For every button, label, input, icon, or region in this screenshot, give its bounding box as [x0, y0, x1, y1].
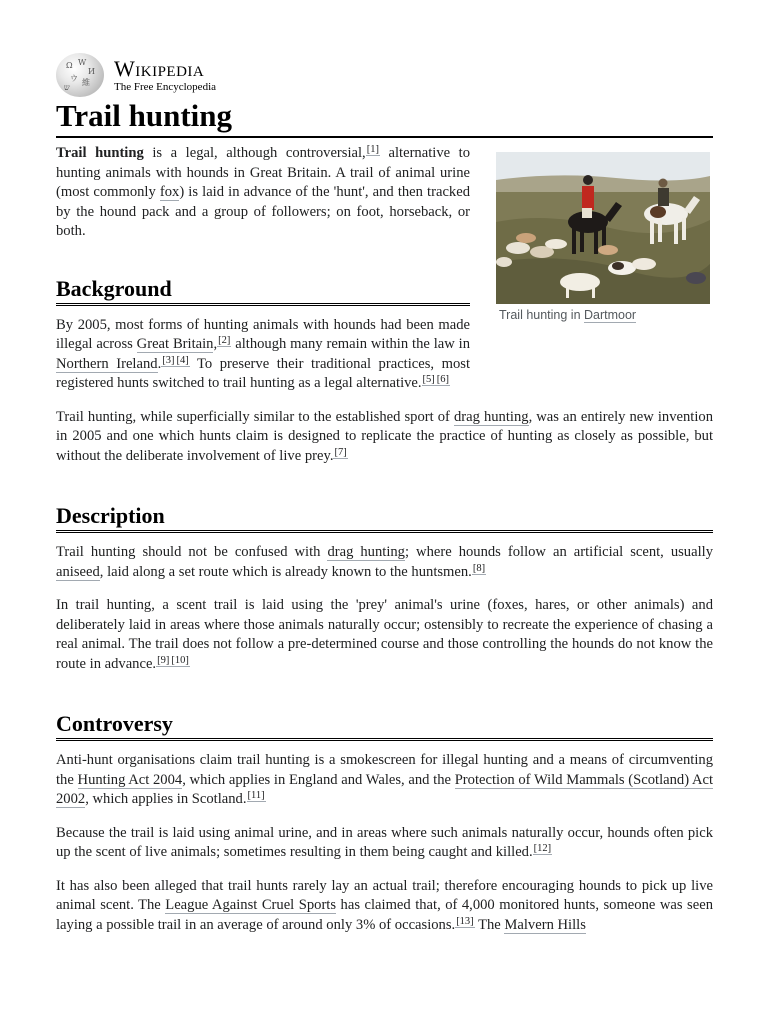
- para-text: , which applies in England and Wales, and the: [182, 771, 455, 788]
- para-text: The: [474, 916, 505, 933]
- description-paragraph-2: [56, 596, 713, 674]
- para-text: , laid along a set route which is already known to the huntsmen.: [99, 563, 472, 580]
- controversy-paragraph-3: [56, 877, 713, 936]
- link-aniseed[interactable]: aniseed: [56, 563, 100, 580]
- intro-text: ) is laid in advance of the 'hunt', and then tracked by the hound pack and a group of followers; on foot, horseback, or both.: [56, 184, 470, 239]
- para-text: although many remain within the law in: [231, 336, 470, 352]
- controversy-paragraph-2: [56, 824, 713, 863]
- intro-text: alternative to hunting animals with hounds in Great Britain. A trail of animal urine (most commonly: [56, 145, 471, 200]
- intro-text: is a legal, although controversial,: [143, 145, 366, 161]
- link-great-britain[interactable]: Great Britain: [136, 336, 214, 352]
- citation-10[interactable]: [10]: [171, 654, 189, 666]
- citation-8[interactable]: [8]: [472, 562, 486, 574]
- link-malvern-hills[interactable]: Malvern Hills: [504, 916, 586, 933]
- para-text: To preserve their traditional practices, most registered hunts switched to trail hunting as a legal alternative.: [56, 355, 470, 391]
- citation-5[interactable]: [5]: [422, 374, 435, 385]
- wikipedia-globe-icon: Ω W И ウ 維 ש: [56, 53, 104, 97]
- intro-bold-title: Trail hunting: [56, 145, 144, 161]
- caption-text: Trail hunting in: [499, 308, 584, 322]
- intro-paragraph: [56, 144, 470, 242]
- citation-4[interactable]: [4]: [176, 354, 189, 366]
- link-league-against-cruel-sports[interactable]: League Against Cruel Sports: [165, 897, 337, 913]
- link-fox[interactable]: fox: [159, 184, 180, 200]
- para-text: It has also been alleged that trail hunts rarely lay an actual trail; therefore encouraging hounds to pick up live animal scent. The: [56, 877, 713, 913]
- controversy-paragraph-1: [56, 751, 713, 810]
- description-paragraph-1: [56, 543, 713, 582]
- figure-caption: [496, 308, 710, 322]
- para-text: Because the trail is laid using animal urine, and in areas where such animals naturally occur, hounds often pick up the scent of live animals; sometimes resulting in them being caught and killed.: [56, 824, 713, 860]
- wordmark: [114, 55, 217, 93]
- citation-1[interactable]: [1]: [366, 144, 379, 155]
- para-text: ; where hounds follow an artificial scent, usually: [404, 544, 713, 560]
- link-hunting-act-2004[interactable]: Hunting Act 2004: [77, 771, 183, 788]
- citation-12[interactable]: [12]: [533, 843, 552, 854]
- para-text: In trail hunting, a scent trail is laid using the 'prey' animal's urine (foxes, hares, or other animals) and deliberately laid in areas where those animals naturally occur; ostensibly to recreate the experience of chasing a real animal. The trail does not follow a pre-determined course and those controlling the hounds do not know the route in advance.: [56, 597, 713, 672]
- link-northern-ireland[interactable]: Northern Ireland: [56, 355, 158, 372]
- para-text: Trail hunting, while superficially similar to the established sport of: [56, 408, 454, 425]
- article: [56, 52, 713, 935]
- heading-description: Description: [56, 502, 713, 533]
- citation-6[interactable]: [6]: [436, 374, 450, 385]
- link-drag-hunting[interactable]: drag hunting: [327, 544, 405, 560]
- link-drag-hunting[interactable]: drag hunting: [453, 408, 529, 425]
- citation-11[interactable]: [11]: [247, 790, 265, 801]
- citation-3[interactable]: [3]: [162, 354, 175, 366]
- heading-controversy: Controversy: [56, 710, 713, 741]
- para-text: ,: [213, 336, 218, 352]
- article-figure: [496, 152, 710, 322]
- para-text: .: [157, 355, 162, 372]
- citation-13[interactable]: [13]: [456, 915, 474, 927]
- para-text: has claimed that, of 4,000 monitored hunts, someone was seen laying a possible trail in an average of around only 3% of occasions.: [56, 897, 713, 933]
- para-text: Anti-hunt organisations claim trail hunting is a smokescreen for illegal hunting and a means of circumventing the: [56, 752, 713, 788]
- trail-hunting-photo[interactable]: [496, 152, 710, 304]
- wikipedia-logo[interactable]: [56, 52, 713, 98]
- para-text: , which applies in Scotland.: [85, 791, 247, 807]
- para-text: By 2005, most forms of hunting animals with hounds had been made illegal across: [56, 316, 470, 352]
- wordmark-title: Wikipedia: [114, 55, 205, 81]
- background-paragraph-2: [56, 408, 713, 467]
- para-text: , was an entirely new invention in 2005 and one which hunts claim is designed to replicate the practice of hunting as closely as possible, but without the deliberate involvement of live prey.: [56, 408, 713, 464]
- wordmark-tagline: The Free Encyclopedia: [114, 80, 217, 93]
- citation-9[interactable]: [9]: [157, 654, 170, 666]
- link-dartmoor[interactable]: Dartmoor: [584, 308, 637, 322]
- heading-background: Background: [56, 275, 470, 306]
- link-protection-of-wild-mammals-act[interactable]: Protection of Wild Mammals (Scotland) Act 2002: [56, 771, 714, 807]
- para-text: Trail hunting should not be confused with: [56, 544, 328, 560]
- citation-2[interactable]: [2]: [218, 335, 231, 346]
- citation-7[interactable]: [7]: [334, 446, 347, 458]
- page-title: Trail hunting: [56, 98, 713, 138]
- background-paragraph-1: [56, 316, 470, 394]
